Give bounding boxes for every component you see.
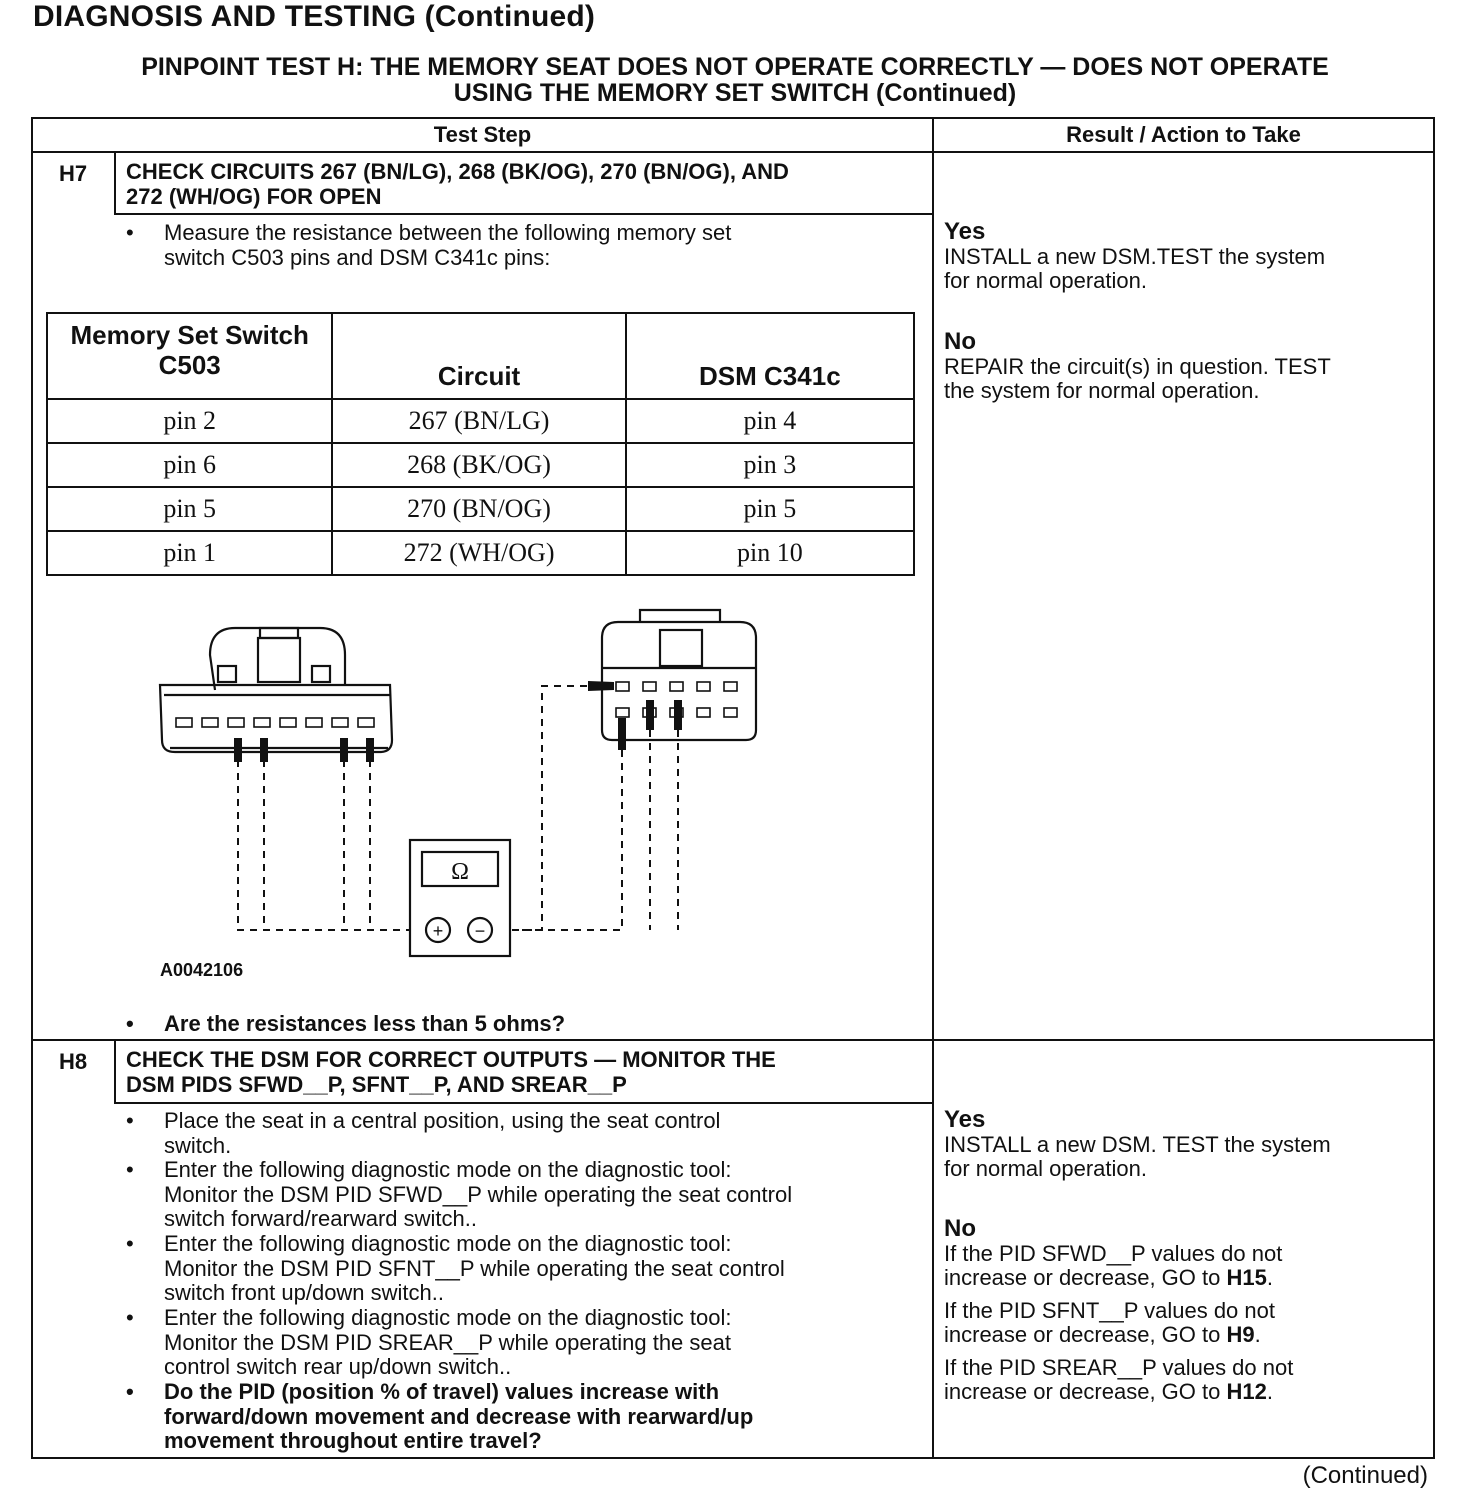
figure-id: A0042106	[160, 960, 244, 980]
col-memory-set-switch: Memory Set Switch C503	[47, 313, 332, 399]
h7-step-id: H7	[58, 161, 88, 186]
goto-h15: H15	[1226, 1265, 1267, 1290]
pin-table-header	[47, 313, 914, 399]
h8-bullet-2: • Enter the following diagnostic mode on the diagnostic tool: Monitor the DSM PID SFWD__P while operating the seat control switch forward/rearward switch..	[126, 1157, 793, 1231]
h7-bullet-measure: • Measure the resistance between the following memory set switch C503 pins and DSM C341c pins:	[126, 220, 732, 270]
col-result: Result / Action to Take	[1066, 122, 1301, 147]
h8-heading: CHECK THE DSM FOR CORRECT OUTPUTS — MONITOR THE DSM PIDS SFWD__P, SFNT__P, AND SREAR__P	[126, 1047, 776, 1097]
connector-diagram	[140, 600, 780, 960]
table-row: pin 5 270 (BN/OG) pin 5	[47, 487, 914, 531]
h8-result-no	[944, 1216, 1293, 1404]
h8-no-sfnt: If the PID SFNT__P values do not increase or decrease, GO to H9.	[944, 1298, 1275, 1347]
h7-id-divider	[114, 153, 116, 215]
test-leads	[238, 686, 678, 930]
col-circuit: Circuit	[332, 313, 625, 399]
h7-result-yes: Yes INSTALL a new DSM.TEST the system for normal operation.	[944, 218, 1326, 293]
header-divider	[33, 151, 1433, 153]
h8-question: • Do the PID (position % of travel) values increase with forward/down movement and decrease with rearward/up movement throughout entire travel?	[126, 1379, 754, 1453]
h8-step-id: H8	[58, 1049, 88, 1074]
test-title-line2: USING THE MEMORY SET SWITCH (Continued)	[453, 79, 1017, 107]
col-dsm: DSM C341c	[626, 313, 914, 399]
continued-footer: (Continued)	[1302, 1462, 1428, 1489]
h7-yes-label: Yes	[944, 218, 986, 245]
ohm-symbol: Ω	[451, 859, 469, 885]
ohmmeter-icon	[410, 840, 510, 956]
minus-terminal: −	[474, 921, 486, 941]
h8-bullet-1: • Place the seat in a central position, using the seat control switch.	[126, 1108, 721, 1158]
h8-no-srear: If the PID SREAR__P values do not increase or decrease, GO to H12.	[944, 1355, 1294, 1404]
h8-yes-label: Yes	[944, 1106, 986, 1133]
h7-heading-divider	[114, 213, 932, 215]
pin-table	[46, 312, 915, 576]
goto-h9: H9	[1226, 1322, 1255, 1347]
test-title-line1: PINPOINT TEST H: THE MEMORY SEAT DOES NOT OPERATE CORRECTLY — DOES NOT OPERATE	[141, 53, 1329, 81]
h8-bullet-4: • Enter the following diagnostic mode on the diagnostic tool: Monitor the DSM PID SREAR__P while operating the seat control switch rear up/down switch..	[126, 1305, 732, 1379]
h7-no-label: No	[944, 328, 976, 355]
col-test-step: Test Step	[433, 122, 532, 147]
h8-no-label: No	[944, 1215, 976, 1242]
table-row: pin 2 267 (BN/LG) pin 4	[47, 399, 914, 443]
pinpoint-test-title	[30, 54, 1440, 106]
h7-result-no: No REPAIR the circuit(s) in question. TEST the system for normal operation.	[944, 328, 1331, 403]
h7-heading: CHECK CIRCUITS 267 (BN/LG), 268 (BK/OG), 270 (BN/OG), AND 272 (WH/OG) FOR OPEN	[126, 159, 789, 209]
probe-tips-icon	[234, 681, 682, 762]
table-row: pin 1 272 (WH/OG) pin 10	[47, 531, 914, 575]
table-row: pin 6 268 (BK/OG) pin 3	[47, 443, 914, 487]
h7-question: • Are the resistances less than 5 ohms?	[126, 1011, 566, 1036]
h8-id-divider	[114, 1041, 116, 1103]
plus-terminal: +	[432, 921, 444, 941]
column-divider	[932, 119, 934, 1457]
goto-h12: H12	[1226, 1379, 1267, 1404]
h7-h8-divider	[33, 1039, 1433, 1041]
c503-connector-icon	[160, 628, 392, 752]
h8-result-yes: Yes INSTALL a new DSM. TEST the system for normal operation.	[944, 1106, 1331, 1181]
h8-no-sfwd: If the PID SFWD__P values do not increase or decrease, GO to H15.	[944, 1241, 1283, 1290]
page-title: DIAGNOSIS AND TESTING (Continued)	[33, 0, 596, 33]
h8-bullet-3: • Enter the following diagnostic mode on the diagnostic tool: Monitor the DSM PID SFNT__P while operating the seat control switch front up/down switch..	[126, 1231, 785, 1305]
h8-heading-divider	[114, 1102, 932, 1104]
